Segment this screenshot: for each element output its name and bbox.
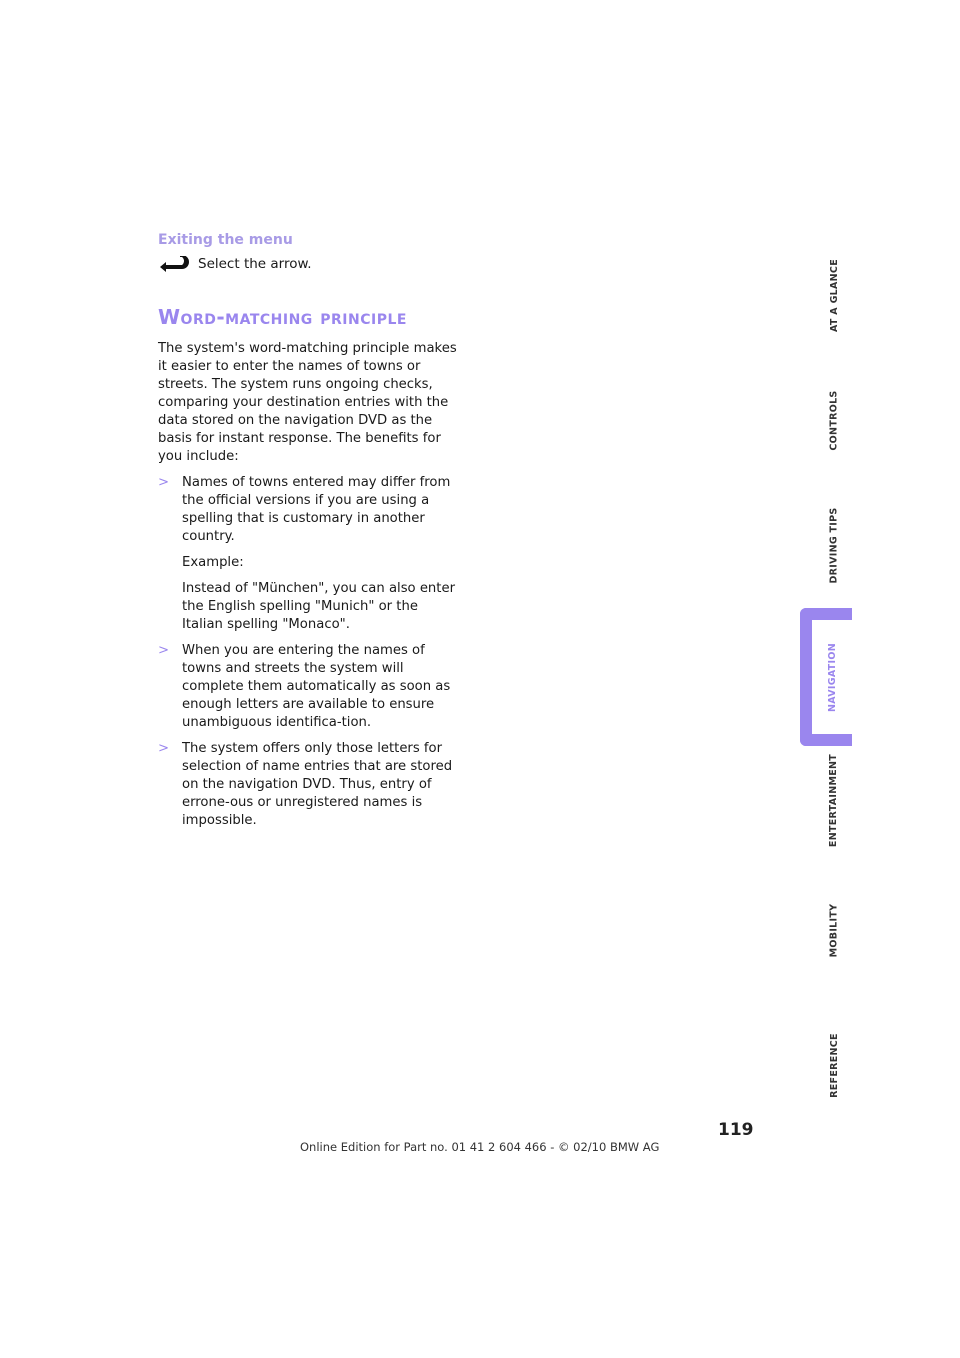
tab-at-a-glance[interactable] bbox=[818, 240, 850, 350]
bullet-item bbox=[158, 642, 458, 732]
bullet-item bbox=[158, 474, 458, 634]
bullet-marker-icon: > bbox=[158, 475, 170, 490]
section-body bbox=[158, 340, 458, 838]
tab-label: CONTROLS bbox=[828, 389, 840, 451]
tab-label: DRIVING TIPS bbox=[828, 506, 840, 584]
example-label: Example: bbox=[182, 555, 244, 570]
tab-navigation[interactable] bbox=[800, 608, 852, 746]
tab-label: REFERENCE bbox=[828, 1032, 840, 1098]
tab-label: MOBILITY bbox=[828, 903, 840, 957]
tab-label: NAVIGATION bbox=[826, 642, 838, 712]
bullet-text: When you are entering the names of towns and streets the system will complete them automatically as soon as enough letters are available to ensure unambiguous identifica-tion. bbox=[182, 643, 451, 730]
chapter-tabs bbox=[818, 240, 850, 1098]
example-text: Instead of "München", you can also enter the English spelling "Munich" or the Italian spelling "Monaco". bbox=[182, 581, 455, 632]
section-title: Word-matching principle bbox=[158, 305, 407, 329]
back-arrow-icon bbox=[158, 256, 192, 272]
tab-reference[interactable] bbox=[818, 1010, 850, 1120]
bullet-marker-icon: > bbox=[158, 741, 170, 756]
instruction-text: Select the arrow. bbox=[198, 256, 312, 272]
footer-text: Online Edition for Part no. 01 41 2 604 466 - © 02/10 BMW AG bbox=[300, 1140, 660, 1154]
bullet-text: Names of towns entered may differ from the official versions if you are using a spelling that is customary in another country. bbox=[182, 475, 451, 544]
tab-entertainment[interactable] bbox=[818, 740, 850, 860]
tab-controls[interactable] bbox=[818, 365, 850, 475]
exit-instruction bbox=[158, 254, 312, 274]
tab-label: AT A GLANCE bbox=[828, 258, 840, 332]
page-number: 119 bbox=[718, 1120, 754, 1140]
bullet-text: The system offers only those letters for selection of name entries that are stored on the navigation DVD. Thus, entry of errone-ous or unregistered names is impossible. bbox=[182, 741, 453, 828]
subheading-exiting-menu: Exiting the menu bbox=[158, 232, 293, 248]
bullet-marker-icon: > bbox=[158, 643, 170, 658]
bullet-item bbox=[158, 740, 458, 830]
intro-paragraph: The system's word-matching principle makes it easier to enter the names of towns or streets. The system runs ongoing checks, comparing your destination entries with the data stored on the navigation DVD as the basis for instant response. The benefits for you include: bbox=[158, 341, 457, 464]
tab-driving-tips[interactable] bbox=[818, 490, 850, 600]
tab-mobility[interactable] bbox=[818, 880, 850, 980]
tab-label: ENTERTAINMENT bbox=[828, 753, 840, 847]
